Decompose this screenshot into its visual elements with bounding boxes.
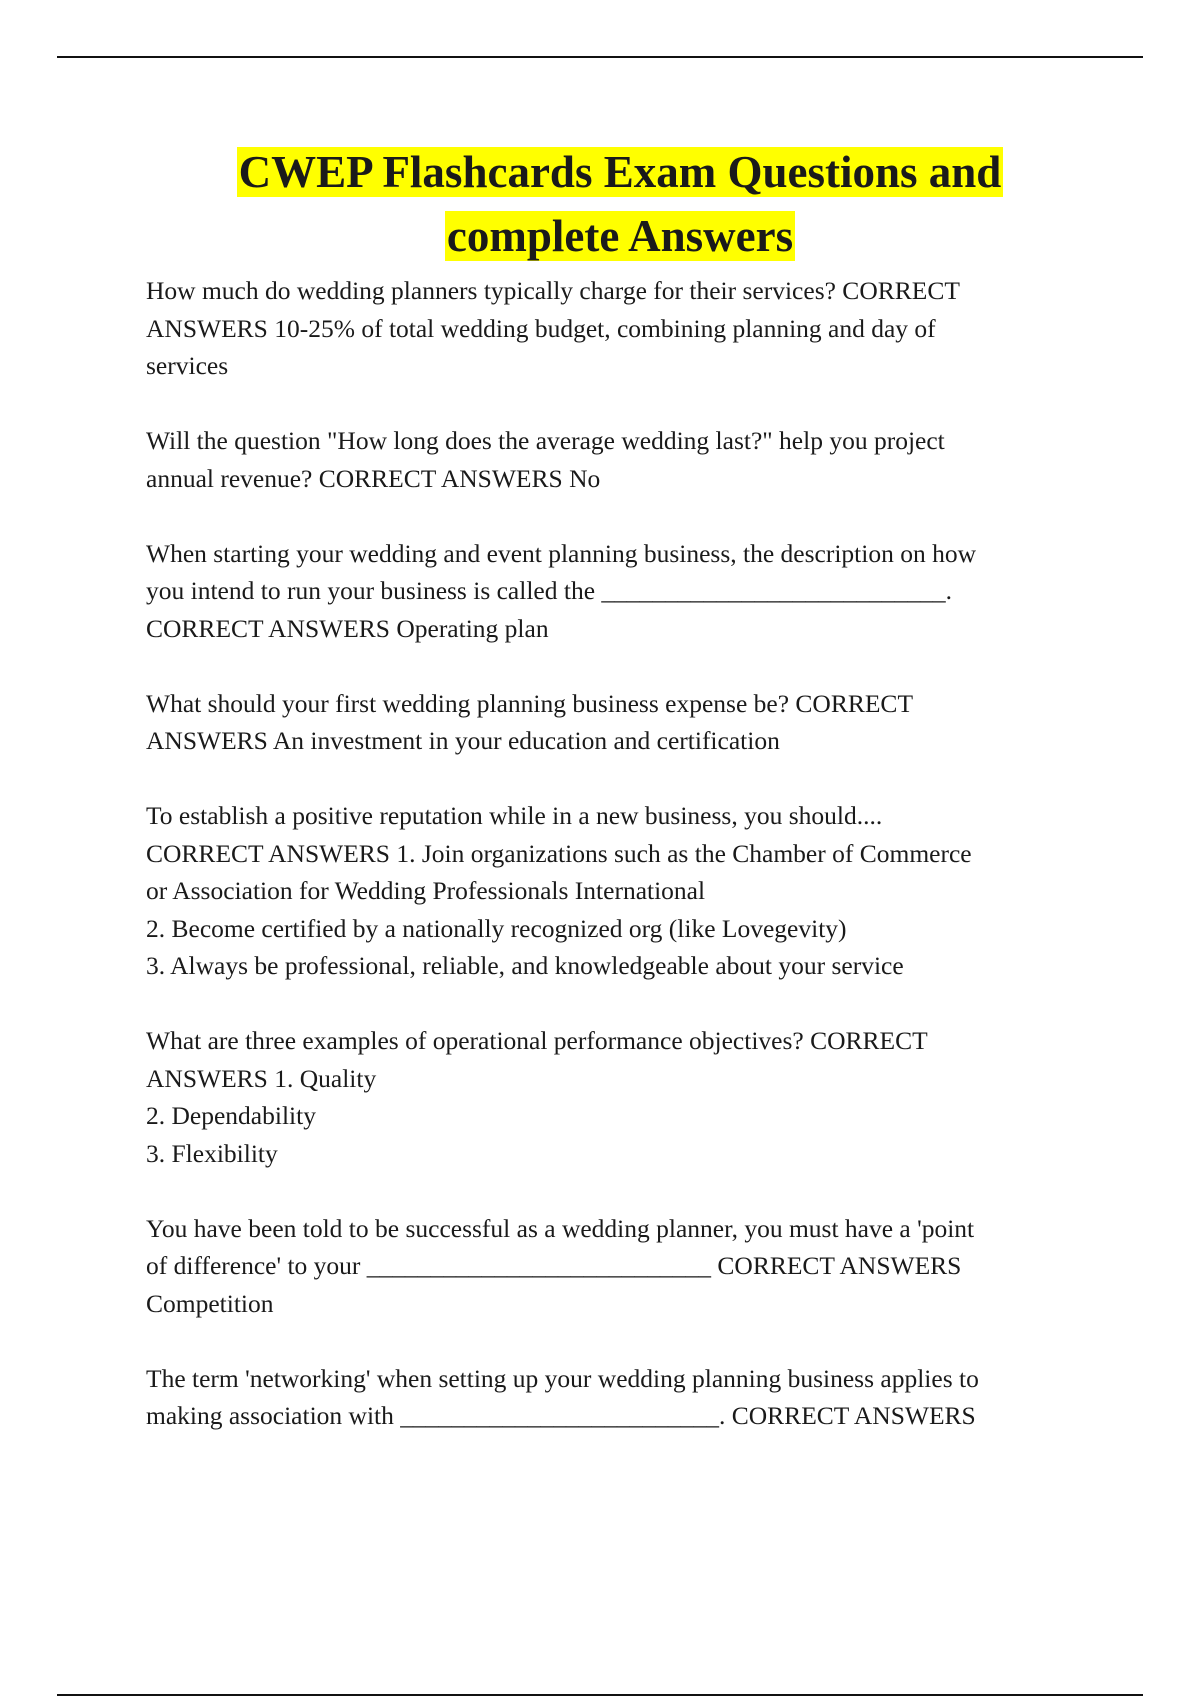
text-line: of difference' to your ___________________________ CORRECT ANSWERS bbox=[146, 1251, 962, 1280]
text-line: Competition bbox=[146, 1288, 274, 1318]
text-line: or Association for Wedding Professionals International bbox=[146, 876, 706, 905]
qa-entry bbox=[146, 797, 1076, 985]
text-line: 2. Dependability bbox=[146, 1101, 316, 1130]
text-line: You have been told to be successful as a wedding planner, you must have a 'point bbox=[146, 1213, 975, 1243]
text-line: making association with _________________________. CORRECT ANSWERS bbox=[146, 1401, 976, 1430]
text-line: annual revenue? CORRECT ANSWERS No bbox=[146, 463, 601, 493]
text-line: The term 'networking' when setting up your wedding planning business applies to bbox=[146, 1363, 979, 1393]
text-line: 3. Flexibility bbox=[146, 1138, 278, 1168]
qa-entry bbox=[146, 272, 1076, 385]
qa-entry bbox=[146, 422, 1076, 497]
qa-entry bbox=[146, 1210, 1076, 1323]
document-body bbox=[146, 272, 1076, 1472]
text-line: To establish a positive reputation while in a new business, you should.... bbox=[146, 801, 883, 830]
qa-entry bbox=[146, 535, 1076, 648]
text-line: What should your first wedding planning business expense be? CORRECT bbox=[146, 688, 914, 718]
text-line: When starting your wedding and event planning business, the description on how bbox=[146, 538, 977, 568]
text-line: services bbox=[146, 351, 229, 380]
qa-entry bbox=[146, 685, 1076, 760]
text-line: 2. Become certified by a nationally recognized org (like Lovegevity) bbox=[146, 913, 847, 943]
qa-entry bbox=[146, 1360, 1076, 1435]
qa-entry bbox=[146, 1022, 1076, 1172]
bottom-rule bbox=[57, 1694, 1143, 1696]
document-title bbox=[140, 140, 1100, 268]
text-line: How much do wedding planners typically charge for their services? CORRECT bbox=[146, 276, 960, 305]
text-line: Will the question "How long does the average wedding last?" help you project bbox=[146, 426, 945, 455]
text-line: ANSWERS 10-25% of total wedding budget, combining planning and day of bbox=[146, 313, 936, 343]
text-line: CORRECT ANSWERS Operating plan bbox=[146, 613, 549, 643]
title-line-2: complete Answers bbox=[446, 211, 794, 261]
top-rule bbox=[57, 56, 1143, 58]
text-line: you intend to run your business is called the ___________________________. bbox=[146, 576, 953, 605]
title-line-1: CWEP Flashcards Exam Questions and bbox=[238, 147, 1002, 197]
text-line: What are three examples of operational performance objectives? CORRECT bbox=[146, 1026, 928, 1055]
text-line: ANSWERS An investment in your education and certification bbox=[146, 726, 780, 755]
text-line: ANSWERS 1. Quality bbox=[146, 1063, 377, 1093]
text-line: CORRECT ANSWERS 1. Join organizations such as the Chamber of Commerce bbox=[146, 838, 972, 868]
text-line: 3. Always be professional, reliable, and knowledgeable about your service bbox=[146, 951, 904, 980]
